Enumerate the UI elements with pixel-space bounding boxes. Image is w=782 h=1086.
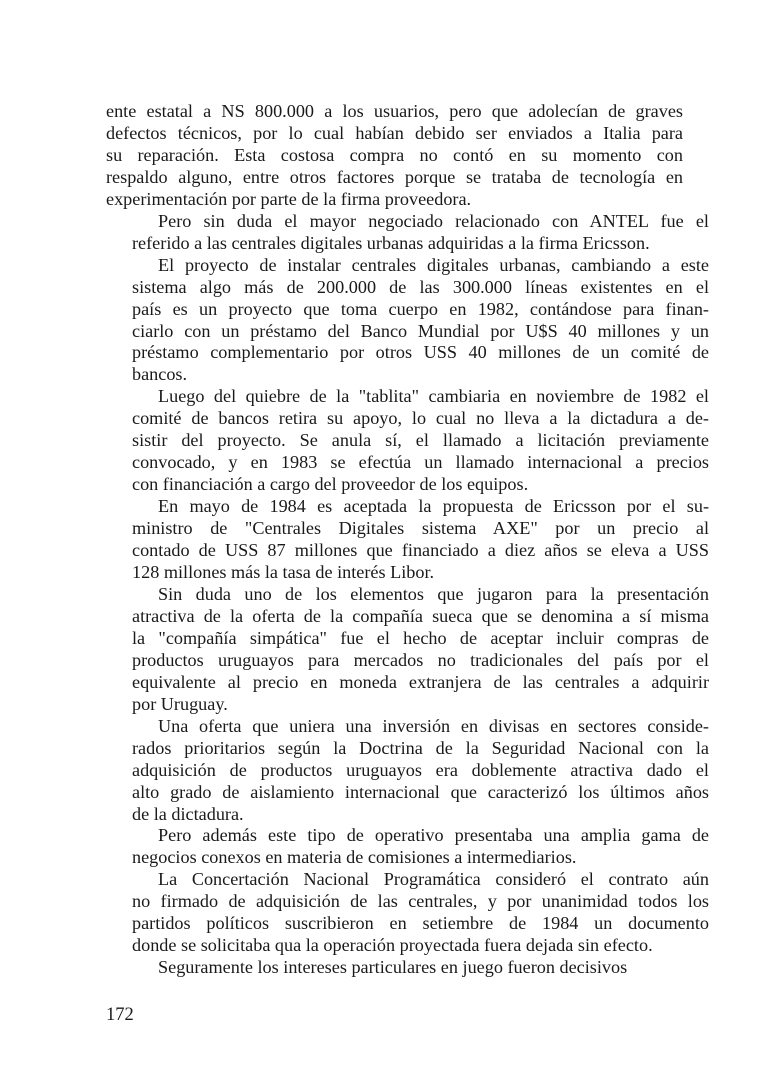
text-line: donde se solicitaba qua la operación proyectada fuera dejada sin efecto.: [132, 935, 653, 956]
text-line: ministro de "Centrales Digitales sistema AXE" por un precio al: [132, 518, 709, 539]
text-line: En mayo de 1984 es aceptada la propuesta de Ericsson por el su-: [158, 496, 709, 517]
page-number: 172: [106, 1005, 134, 1025]
text-line: la "compañía simpática" fue el hecho de aceptar incluir compras de: [132, 627, 709, 648]
text-line: de la dictadura.: [132, 803, 244, 824]
paragraph: [106, 583, 709, 716]
text-line: no firmado de adquisición de las centrales, y por unanimidad todos los: [132, 891, 709, 912]
text-line: defectos técnicos, por lo cual habían debido ser enviados a Italia para: [106, 122, 683, 143]
text-line: productos uruguayos para mercados no tradicionales del país por el: [132, 649, 709, 670]
text-line: Pero sin duda el mayor negociado relacionado con ANTEL fue el: [158, 210, 709, 231]
text-line: equivalente al precio en moneda extranjera de las centrales a adquirir: [132, 671, 709, 692]
text-line: negocios conexos en materia de comisiones a intermediarios.: [132, 847, 577, 868]
text-line: 128 millones más la tasa de interés Libor.: [132, 562, 435, 583]
text-line: atractiva de la oferta de la compañía sueca que se denomina a sí misma: [132, 605, 709, 626]
text-line: sistema algo más de 200.000 de las 300.000 líneas existentes en el: [132, 276, 709, 297]
text-line: convocado, y en 1983 se efectúa un llamado internacional a precios: [132, 452, 709, 473]
text-line: ciarlo con un préstamo del Banco Mundial por U$S 40 millones y un: [132, 320, 709, 341]
text-line: Seguramente los intereses particulares en juego fueron decisivos: [158, 957, 628, 978]
text-line: bancos.: [132, 364, 188, 385]
paragraph: [106, 869, 709, 957]
text-line: comité de bancos retira su apoyo, lo cual no lleva a la dictadura a de-: [132, 408, 709, 429]
paragraph: [106, 715, 709, 826]
text-line: contado de USS 87 millones que financiado a diez años se eleva a USS: [132, 540, 709, 561]
text-line: Sin duda uno de los elementos que jugaron para la presentación: [158, 583, 709, 604]
text-line: adquisición de productos uruguayos era doblemente atractiva dado el: [132, 759, 709, 780]
text-line: préstamo complementario por otros USS 40 millones de un comité de: [132, 342, 709, 363]
text-line: referido a las centrales digitales urbanas adquiridas a la firma Ericsson.: [132, 232, 650, 253]
text-line: partidos políticos suscribieron en setiembre de 1984 un documento: [132, 913, 709, 934]
paragraph: [106, 254, 709, 387]
text-line: Pero además este tipo de operativo presentaba una amplia gama de: [158, 825, 709, 846]
text-line: ente estatal a NS 800.000 a los usuarios, pero que adolecían de graves: [106, 101, 683, 121]
text-line: Luego del quiebre de la "tablita" cambiaria en noviembre de 1982 el: [158, 386, 709, 407]
body-text: [106, 101, 709, 979]
text-line: La Concertación Nacional Programática consideró el contrato aún: [158, 869, 709, 890]
text-line: alto grado de aislamiento internacional que caracterizó los últimos años: [132, 781, 709, 802]
paragraph: [106, 496, 709, 584]
text-line: El proyecto de instalar centrales digitales urbanas, cambiando a este: [158, 254, 709, 275]
text-line: por Uruguay.: [132, 693, 228, 714]
paragraph: [106, 210, 709, 255]
paragraph: [106, 386, 709, 496]
text-line: experimentación por parte de la firma proveedora.: [106, 188, 472, 209]
text-line: con financiación a cargo del proveedor de los equipos.: [132, 474, 529, 495]
text-line: rados prioritarios según la Doctrina de la Seguridad Nacional con la: [132, 737, 709, 758]
text-line: su reparación. Esta costosa compra no contó en su momento con: [106, 144, 683, 165]
paragraph: [106, 101, 683, 211]
text-line: sistir del proyecto. Se anula sí, el llamado a licitación previamente: [132, 430, 709, 451]
paragraph: [106, 825, 709, 869]
text-line: país es un proyecto que toma cuerpo en 1982, contándose para finan-: [132, 298, 709, 319]
text-line: Una oferta que uniera una inversión en divisas en sectores conside-: [158, 715, 709, 736]
paragraph: [106, 957, 683, 979]
text-line: respaldo alguno, entre otros factores porque se trataba de tecnología en: [106, 166, 683, 187]
